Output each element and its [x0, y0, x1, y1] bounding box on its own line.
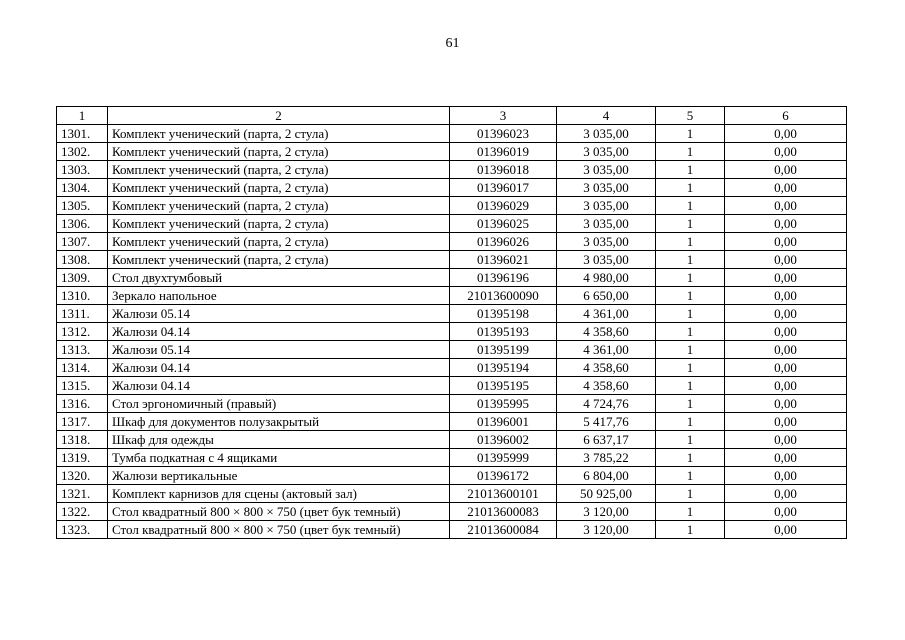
table-row	[57, 485, 847, 503]
quantity-cell: 1	[656, 125, 725, 143]
item-name-cell: Жалюзи 05.14	[108, 305, 450, 323]
table-row	[57, 503, 847, 521]
quantity-cell: 1	[656, 269, 725, 287]
inventory-code-cell: 01396017	[450, 179, 557, 197]
quantity-cell: 1	[656, 143, 725, 161]
row-number-cell: 1321.	[57, 485, 108, 503]
residual-value-cell: 0,00	[725, 287, 847, 305]
quantity-cell: 1	[656, 179, 725, 197]
row-number-cell: 1305.	[57, 197, 108, 215]
residual-value-cell: 0,00	[725, 197, 847, 215]
quantity-cell: 1	[656, 359, 725, 377]
residual-value-cell: 0,00	[725, 323, 847, 341]
item-name-cell: Шкаф для одежды	[108, 431, 450, 449]
residual-value-cell: 0,00	[725, 503, 847, 521]
quantity-cell: 1	[656, 413, 725, 431]
item-name-cell: Зеркало напольное	[108, 287, 450, 305]
column-header-5: 5	[656, 107, 725, 125]
price-cell: 6 637,17	[557, 431, 656, 449]
table-row	[57, 449, 847, 467]
table-row	[57, 305, 847, 323]
table-row	[57, 161, 847, 179]
table-row	[57, 125, 847, 143]
inventory-code-cell: 01395199	[450, 341, 557, 359]
residual-value-cell: 0,00	[725, 467, 847, 485]
row-number-cell: 1315.	[57, 377, 108, 395]
row-number-cell: 1302.	[57, 143, 108, 161]
quantity-cell: 1	[656, 197, 725, 215]
table-row	[57, 323, 847, 341]
page-number: 61	[445, 36, 460, 51]
item-name-cell: Тумба подкатная с 4 ящиками	[108, 449, 450, 467]
item-name-cell: Жалюзи 04.14	[108, 377, 450, 395]
price-cell: 6 804,00	[557, 467, 656, 485]
table-header-row	[57, 107, 847, 125]
item-name-cell: Комплект ученический (парта, 2 стула)	[108, 233, 450, 251]
table-row	[57, 215, 847, 233]
inventory-code-cell: 21013600090	[450, 287, 557, 305]
inventory-code-cell: 01396018	[450, 161, 557, 179]
price-cell: 3 035,00	[557, 251, 656, 269]
table-row	[57, 143, 847, 161]
item-name-cell: Комплект карнизов для сцены (актовый зал)	[108, 485, 450, 503]
inventory-code-cell: 01396002	[450, 431, 557, 449]
inventory-code-cell: 01396023	[450, 125, 557, 143]
quantity-cell: 1	[656, 521, 725, 539]
inventory-code-cell: 01395193	[450, 323, 557, 341]
residual-value-cell: 0,00	[725, 233, 847, 251]
item-name-cell: Комплект ученический (парта, 2 стула)	[108, 179, 450, 197]
inventory-code-cell: 21013600101	[450, 485, 557, 503]
row-number-cell: 1306.	[57, 215, 108, 233]
column-header-4: 4	[557, 107, 656, 125]
column-header-3: 3	[450, 107, 557, 125]
residual-value-cell: 0,00	[725, 359, 847, 377]
price-cell: 4 980,00	[557, 269, 656, 287]
residual-value-cell: 0,00	[725, 179, 847, 197]
item-name-cell: Жалюзи вертикальные	[108, 467, 450, 485]
residual-value-cell: 0,00	[725, 485, 847, 503]
item-name-cell: Комплект ученический (парта, 2 стула)	[108, 161, 450, 179]
row-number-cell: 1312.	[57, 323, 108, 341]
row-number-cell: 1310.	[57, 287, 108, 305]
row-number-cell: 1318.	[57, 431, 108, 449]
inventory-code-cell: 01395995	[450, 395, 557, 413]
row-number-cell: 1313.	[57, 341, 108, 359]
price-cell: 3 035,00	[557, 233, 656, 251]
price-cell: 5 417,76	[557, 413, 656, 431]
price-cell: 50 925,00	[557, 485, 656, 503]
item-name-cell: Комплект ученический (парта, 2 стула)	[108, 251, 450, 269]
item-name-cell: Стол эргономичный (правый)	[108, 395, 450, 413]
inventory-code-cell: 01396029	[450, 197, 557, 215]
item-name-cell: Стол двухтумбовый	[108, 269, 450, 287]
price-cell: 4 358,60	[557, 359, 656, 377]
quantity-cell: 1	[656, 467, 725, 485]
item-name-cell: Комплект ученический (парта, 2 стула)	[108, 215, 450, 233]
quantity-cell: 1	[656, 449, 725, 467]
table-row	[57, 287, 847, 305]
price-cell: 6 650,00	[557, 287, 656, 305]
price-cell: 4 361,00	[557, 341, 656, 359]
row-number-cell: 1314.	[57, 359, 108, 377]
price-cell: 3 035,00	[557, 143, 656, 161]
inventory-code-cell: 01396025	[450, 215, 557, 233]
residual-value-cell: 0,00	[725, 341, 847, 359]
row-number-cell: 1301.	[57, 125, 108, 143]
residual-value-cell: 0,00	[725, 251, 847, 269]
quantity-cell: 1	[656, 503, 725, 521]
row-number-cell: 1323.	[57, 521, 108, 539]
item-name-cell: Жалюзи 04.14	[108, 323, 450, 341]
item-name-cell: Шкаф для документов полузакрытый	[108, 413, 450, 431]
row-number-cell: 1311.	[57, 305, 108, 323]
quantity-cell: 1	[656, 377, 725, 395]
inventory-code-cell: 01395999	[450, 449, 557, 467]
table-row	[57, 377, 847, 395]
row-number-cell: 1316.	[57, 395, 108, 413]
table-row	[57, 521, 847, 539]
price-cell: 3 035,00	[557, 197, 656, 215]
item-name-cell: Жалюзи 04.14	[108, 359, 450, 377]
residual-value-cell: 0,00	[725, 161, 847, 179]
inventory-code-cell: 21013600083	[450, 503, 557, 521]
price-cell: 4 724,76	[557, 395, 656, 413]
residual-value-cell: 0,00	[725, 215, 847, 233]
residual-value-cell: 0,00	[725, 269, 847, 287]
inventory-code-cell: 01396019	[450, 143, 557, 161]
price-cell: 3 035,00	[557, 179, 656, 197]
table-row	[57, 395, 847, 413]
item-name-cell: Комплект ученический (парта, 2 стула)	[108, 143, 450, 161]
price-cell: 4 358,60	[557, 377, 656, 395]
price-cell: 3 120,00	[557, 521, 656, 539]
quantity-cell: 1	[656, 395, 725, 413]
table-row	[57, 269, 847, 287]
item-name-cell: Комплект ученический (парта, 2 стула)	[108, 125, 450, 143]
row-number-cell: 1307.	[57, 233, 108, 251]
inventory-code-cell: 01395195	[450, 377, 557, 395]
row-number-cell: 1319.	[57, 449, 108, 467]
item-name-cell: Стол квадратный 800 × 800 × 750 (цвет бук темный)	[108, 503, 450, 521]
quantity-cell: 1	[656, 287, 725, 305]
row-number-cell: 1303.	[57, 161, 108, 179]
residual-value-cell: 0,00	[725, 125, 847, 143]
item-name-cell: Стол квадратный 800 × 800 × 750 (цвет бук темный)	[108, 521, 450, 539]
inventory-table	[56, 106, 847, 539]
table-row	[57, 359, 847, 377]
column-header-2: 2	[108, 107, 450, 125]
table-row	[57, 467, 847, 485]
table-row	[57, 341, 847, 359]
residual-value-cell: 0,00	[725, 143, 847, 161]
quantity-cell: 1	[656, 215, 725, 233]
inventory-code-cell: 01396001	[450, 413, 557, 431]
inventory-code-cell: 01396196	[450, 269, 557, 287]
row-number-cell: 1320.	[57, 467, 108, 485]
price-cell: 3 785,22	[557, 449, 656, 467]
item-name-cell: Комплект ученический (парта, 2 стула)	[108, 197, 450, 215]
quantity-cell: 1	[656, 341, 725, 359]
table-row	[57, 233, 847, 251]
row-number-cell: 1308.	[57, 251, 108, 269]
table-row	[57, 179, 847, 197]
row-number-cell: 1304.	[57, 179, 108, 197]
residual-value-cell: 0,00	[725, 449, 847, 467]
table-row	[57, 197, 847, 215]
price-cell: 4 361,00	[557, 305, 656, 323]
price-cell: 3 035,00	[557, 215, 656, 233]
quantity-cell: 1	[656, 431, 725, 449]
column-header-6: 6	[725, 107, 847, 125]
inventory-code-cell: 01395194	[450, 359, 557, 377]
inventory-code-cell: 01396172	[450, 467, 557, 485]
quantity-cell: 1	[656, 161, 725, 179]
row-number-cell: 1317.	[57, 413, 108, 431]
price-cell: 4 358,60	[557, 323, 656, 341]
residual-value-cell: 0,00	[725, 521, 847, 539]
residual-value-cell: 0,00	[725, 395, 847, 413]
table-row	[57, 431, 847, 449]
price-cell: 3 120,00	[557, 503, 656, 521]
table-row	[57, 251, 847, 269]
table-row	[57, 413, 847, 431]
item-name-cell: Жалюзи 05.14	[108, 341, 450, 359]
residual-value-cell: 0,00	[725, 305, 847, 323]
price-cell: 3 035,00	[557, 125, 656, 143]
quantity-cell: 1	[656, 485, 725, 503]
residual-value-cell: 0,00	[725, 413, 847, 431]
row-number-cell: 1322.	[57, 503, 108, 521]
residual-value-cell: 0,00	[725, 431, 847, 449]
inventory-code-cell: 01395198	[450, 305, 557, 323]
price-cell: 3 035,00	[557, 161, 656, 179]
inventory-code-cell: 01396021	[450, 251, 557, 269]
column-header-1: 1	[57, 107, 108, 125]
inventory-code-cell: 21013600084	[450, 521, 557, 539]
quantity-cell: 1	[656, 305, 725, 323]
residual-value-cell: 0,00	[725, 377, 847, 395]
row-number-cell: 1309.	[57, 269, 108, 287]
quantity-cell: 1	[656, 251, 725, 269]
quantity-cell: 1	[656, 323, 725, 341]
inventory-code-cell: 01396026	[450, 233, 557, 251]
quantity-cell: 1	[656, 233, 725, 251]
